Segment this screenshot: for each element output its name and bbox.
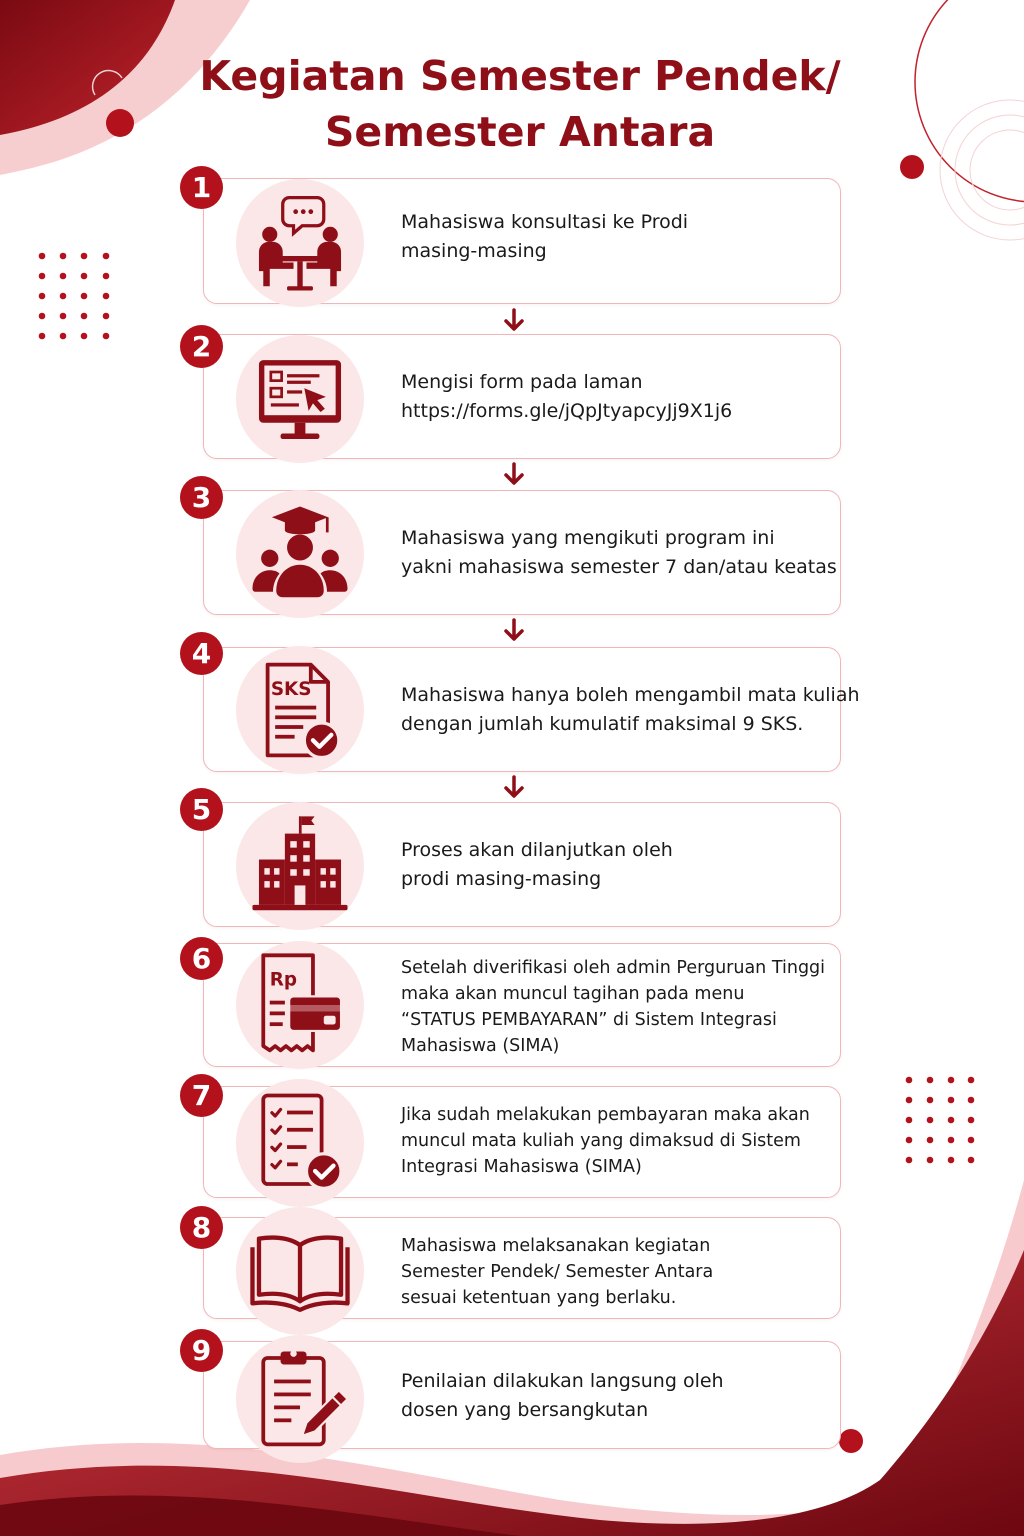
page-title-line-2: Semester Antara bbox=[324, 108, 716, 156]
rupiah-label: Rp bbox=[269, 969, 298, 991]
arrow-down-icon bbox=[500, 307, 528, 335]
dot-grid-left bbox=[39, 253, 110, 340]
student-group-icon bbox=[246, 500, 354, 608]
sks-label: SKS bbox=[270, 678, 312, 700]
step-number-badge: 9 bbox=[180, 1329, 223, 1372]
step-number-badge: 1 bbox=[180, 166, 223, 209]
checklist-icon bbox=[246, 1089, 354, 1197]
sks-document-icon bbox=[246, 656, 354, 764]
step-text: Mahasiswa hanya boleh mengambil mata kuliah dengan jumlah kumulatif maksimal 9 SKS. bbox=[401, 684, 860, 735]
step-number-badge: 3 bbox=[180, 476, 223, 519]
arrow-down-icon bbox=[500, 461, 528, 489]
step-text: Proses akan dilanjutkan oleh prodi masing-masing bbox=[401, 839, 673, 890]
online-form-icon bbox=[246, 345, 354, 453]
arrow-down-icon bbox=[500, 774, 528, 802]
consultation-icon bbox=[246, 189, 354, 297]
step-number-badge: 4 bbox=[180, 632, 223, 675]
step-number-badge: 5 bbox=[180, 788, 223, 831]
step-text: Mahasiswa konsultasi ke Prodi masing-masing bbox=[401, 211, 689, 262]
clipboard-pen-icon bbox=[246, 1345, 354, 1453]
step-number-badge: 8 bbox=[180, 1206, 223, 1249]
step-number-badge: 7 bbox=[180, 1074, 223, 1117]
step-text: Mengisi form pada laman https://forms.gle/jQpJtyapcyJj9X1j6 bbox=[401, 371, 733, 422]
step-text: Mahasiswa melaksanakan kegiatan Semester Pendek/ Semester Antara sesuai ketentuan yang berlaku. bbox=[401, 1236, 714, 1308]
payment-invoice-icon bbox=[246, 951, 354, 1059]
arrow-down-icon bbox=[500, 617, 528, 645]
step-number-badge: 2 bbox=[180, 325, 223, 368]
step-text: Penilaian dilakukan langsung oleh dosen yang bersangkutan bbox=[401, 1370, 724, 1421]
page-title-line-1: Kegiatan Semester Pendek/ bbox=[199, 52, 841, 100]
step-text: Jika sudah melakukan pembayaran maka akan muncul mata kuliah yang dimaksud di Sistem Integrasi Mahasiswa (SIMA) bbox=[401, 1105, 810, 1177]
step-text: Setelah diverifikasi oleh admin Perguruan Tinggi maka akan muncul tagihan pada menu “STATUS PEMBAYARAN” di Sistem Integrasi Mahasiswa (SIMA) bbox=[401, 958, 826, 1056]
step-number-badge: 6 bbox=[180, 937, 223, 980]
step-text: Mahasiswa yang mengikuti program ini yakni mahasiswa semester 7 dan/atau keatas bbox=[401, 527, 837, 578]
open-book-icon bbox=[246, 1217, 354, 1325]
dot-grid-right bbox=[906, 1077, 975, 1164]
university-building-icon bbox=[246, 812, 354, 920]
